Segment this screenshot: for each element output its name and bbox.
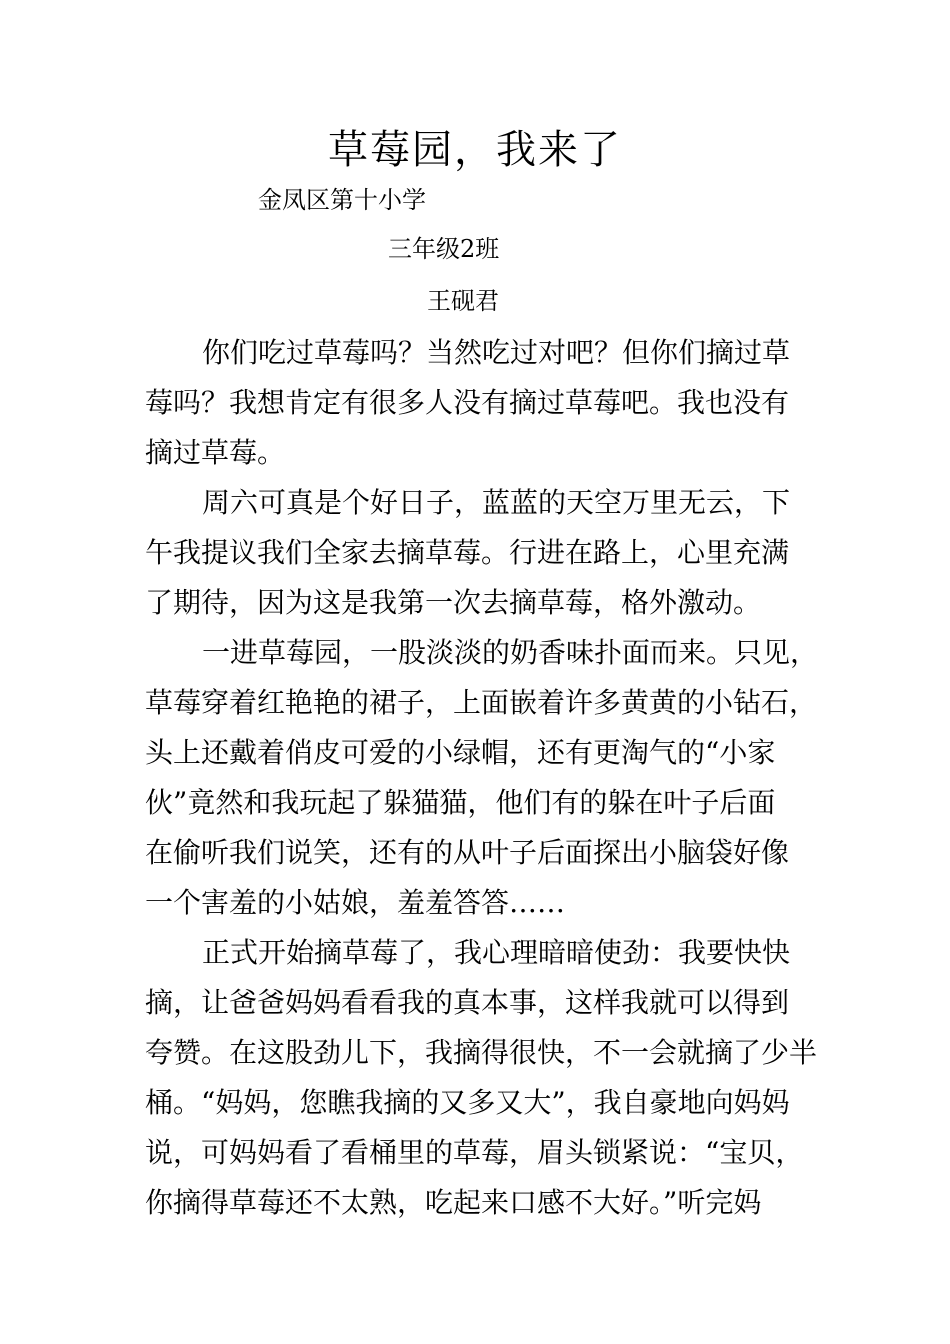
paragraph-line: 草莓穿着红艳艳的裙子，上面嵌着许多黄黄的小钻石， xyxy=(145,686,818,719)
essay-body xyxy=(145,328,825,1228)
paragraph-line: 周六可真是个好日子，蓝蓝的天空万里无云，下 xyxy=(202,486,791,519)
paragraph-line: 莓吗？我想肯定有很多人没有摘过草莓吧。我也没有 xyxy=(145,386,790,419)
school-name: 金凤区第十小学 xyxy=(258,186,426,214)
paragraph-line: 一个害羞的小姑娘，羞羞答答…… xyxy=(145,886,566,919)
paragraph-line: 一进草莓园，一股淡淡的奶香味扑面而来。只见， xyxy=(202,636,819,669)
paragraph-line: 午我提议我们全家去摘草莓。行进在路上，心里充满 xyxy=(145,536,790,569)
paragraph-line: 说，可妈妈看了看桶里的草莓，眉头锁紧说：“宝贝， xyxy=(145,1136,804,1169)
document-title: 草莓园，我来了 xyxy=(328,127,622,173)
paragraph-line: 正式开始摘草莓了，我心理暗暗使劲：我要快快 xyxy=(202,936,791,969)
paragraph-line: 你们吃过草莓吗？当然吃过对吧？但你们摘过草 xyxy=(202,336,791,369)
paragraph-line: 了期待，因为这是我第一次去摘草莓，格外激动。 xyxy=(145,586,762,619)
paragraph-line: 你摘得草莓还不太熟，吃起来口感不大好。”听完妈 xyxy=(145,1186,762,1219)
paragraph-line: 头上还戴着俏皮可爱的小绿帽，还有更淘气的“小家 xyxy=(145,736,776,769)
paragraph-line: 桶。“妈妈，您瞧我摘的又多又大”，我自豪地向妈妈 xyxy=(145,1086,790,1119)
paragraph-line: 摘过草莓。 xyxy=(145,436,286,469)
paragraph-line: 夸赞。在这股劲儿下，我摘得很快，不一会就摘了少半 xyxy=(145,1036,818,1069)
class-grade: 三年级2班 xyxy=(388,235,500,263)
author-name: 王砚君 xyxy=(427,287,499,315)
paragraph-line: 在偷听我们说笑，还有的从叶子后面探出小脑袋好像 xyxy=(145,836,790,869)
paragraph-line: 伙”竟然和我玩起了躲猫猫，他们有的躲在叶子后面 xyxy=(145,786,776,819)
paragraph-line: 摘，让爸爸妈妈看看我的真本事，这样我就可以得到 xyxy=(145,986,790,1019)
